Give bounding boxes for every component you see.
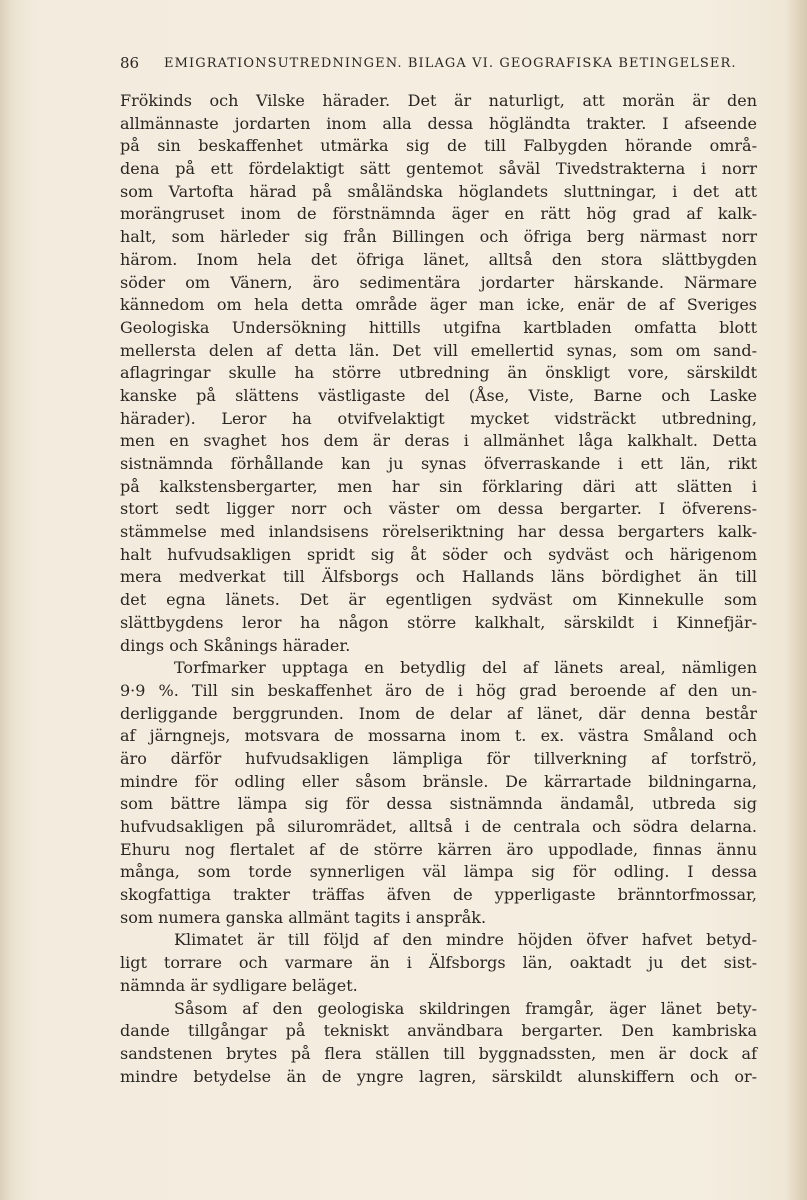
text-line: söder om Vänern, äro sedimentära jordarter härskande. Närmare [120, 272, 757, 292]
text-line: stämmelse med inlandsisens rörelseriktning har dessa bergarters kalk- [120, 522, 757, 542]
text-line: äro därför hufvudsakligen lämpliga för tillverkning af torfströ, [120, 748, 757, 768]
paragraph-start-line: Klimatet är till följd af den mindre höjden öfver hafvet betyd- [174, 930, 757, 950]
paragraph-end-line: nämnda är sydligare beläget. [120, 975, 358, 995]
text-line: dena på ett fördelaktigt sätt gentemot såväl Tivedstrakterna i norr [120, 159, 757, 179]
text-line: Ehuru nog flertalet af de större kärren äro uppodlade, finnas ännu [120, 839, 757, 859]
page-number: 86 [120, 54, 140, 72]
page-edge [785, 0, 807, 1200]
running-header [120, 54, 780, 78]
text-line: Geologiska Undersökning hittills utgifna kartbladen omfatta blott [120, 317, 757, 337]
text-line: men en svaghet hos dem är deras i allmänhet låga kalkhalt. Detta [120, 431, 757, 451]
text-line: slättbygdens leror ha någon större kalkhalt, särskildt i Kinnefjär- [120, 612, 757, 632]
text-line: morängruset inom de förstnämnda äger en rätt hög grad af kalk- [120, 204, 757, 224]
text-line: aflagringar skulle ha större utbredning än önskligt vore, särskildt [120, 363, 757, 383]
text-line: mindre för odling eller såsom bränsle. De kärrartade bildningarna, [120, 771, 757, 791]
text-line: hufvudsakligen på siluromrädet, alltså i de centrala och södra delarna. [120, 817, 757, 836]
paragraph-start-line: Torfmarker upptaga en betydlig del af länets areal, nämligen [174, 658, 757, 678]
text-line: kanske på slättens västligaste del (Åse, Viste, Barne och Laske [120, 385, 757, 405]
text-line: stort sedt ligger norr och väster om dessa bergarter. I öfverens- [120, 499, 757, 519]
text-line: dande tillgångar på tekniskt användbara bergarter. Den kambriska [120, 1021, 757, 1041]
paragraph-end-line: dings och Skånings härader. [120, 635, 351, 655]
text-line: mellersta delen af detta län. Det vill emellertid synas, som om sand- [120, 340, 757, 360]
text-line: mindre betydelse än de yngre lagren, särskildt alunskiffern och or- [120, 1066, 757, 1086]
paragraph-end-line: som numera ganska allmänt tagits i anspråk. [120, 907, 487, 927]
text-line: halt hufvudsakligen spridt sig åt söder och sydväst och härigenom [120, 544, 757, 564]
text-line: 9·9 %. Till sin beskaffenhet äro de i hög grad beroende af den un- [120, 680, 757, 700]
text-line: mera medverkat till Älfsborgs och Hallands läns bördighet än till [120, 567, 757, 587]
text-line: halt, som härleder sig från Billingen och öfriga berg närmast norr [120, 227, 757, 247]
text-line: som bättre lämpa sig för dessa sistnämnda ändamål, utbreda sig [120, 794, 757, 814]
text-line: på sin beskaffenhet utmärka sig de till Falbygden hörande områ- [120, 136, 757, 156]
text-line: härom. Inom hela det öfriga länet, alltså den stora slättbygden [120, 249, 757, 269]
text-line: Frökinds och Vilske härader. Det är naturligt, att morän är den [120, 91, 757, 110]
paragraph-start-line: Såsom af den geologiska skildringen framgår, äger länet bety- [174, 998, 757, 1018]
running-title: EMIGRATIONSUTREDNINGEN. BILAGA VI. GEOGRAFISKA BETINGELSER. [164, 56, 737, 71]
text-line: som Vartofta härad på småländska höglandets sluttningar, i det att [120, 181, 757, 201]
text-line: många, som torde synnerligen väl lämpa sig för odling. I dessa [120, 862, 757, 882]
text-line: det egna länets. Det är egentligen sydväst om Kinnekulle som [120, 590, 757, 610]
text-line: kännedom om hela detta område äger man icke, enär de af Sveriges [120, 295, 757, 315]
text-line: skogfattiga trakter träffas äfven de ypperligaste bränntorfmossar, [120, 885, 757, 905]
text-line: härader). Leror ha otvifvelaktigt mycket vidsträckt utbredning, [120, 408, 757, 428]
text-line: sistnämnda förhållande kan ju synas öfverraskande i ett län, rikt [120, 454, 757, 473]
text-line: på kalkstensbergarter, men har sin förklaring däri att slätten i [120, 476, 757, 496]
body-text [120, 90, 757, 1088]
text-line: derliggande berggrunden. Inom de delar af länet, där denna består [120, 703, 757, 723]
text-line: allmännaste jordarten inom alla dessa högländta trakter. I afseende [120, 113, 757, 133]
text-line: af järngnejs, motsvara de mossarna inom t. ex. västra Småland och [120, 726, 757, 746]
text-line: sandstenen brytes på flera ställen till byggnadssten, men är dock af [120, 1043, 757, 1063]
binding-shadow [0, 0, 18, 1200]
text-line: ligt torrare och varmare än i Älfsborgs län, oaktadt ju det sist- [120, 953, 757, 973]
